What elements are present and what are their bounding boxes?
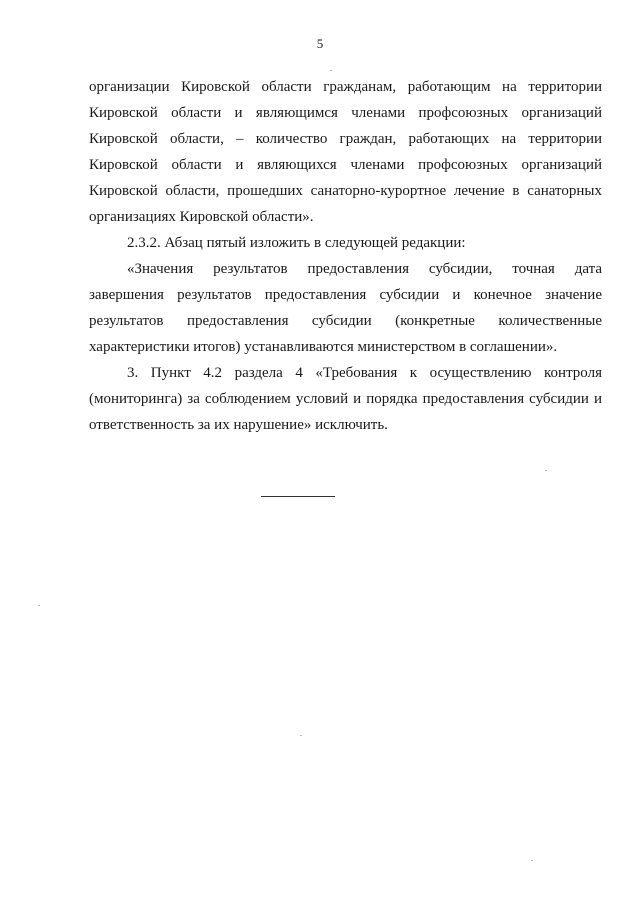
body-line: «Значения результатов предоставления субсидии, точная дата <box>127 261 602 277</box>
section-3-line: 3. Пункт 4.2 раздела 4 «Требования к осуществлению контроля <box>127 365 602 381</box>
document-body <box>89 74 602 438</box>
end-rule <box>261 496 335 497</box>
scan-speck <box>531 860 533 861</box>
body-line: результатов предоставления субсидии (конкретные количественные <box>89 313 602 329</box>
body-line: Кировской области, – количество граждан, работающих на территории <box>89 131 602 147</box>
body-line: характеристики итогов) устанавливаются министерством в соглашении». <box>89 339 558 355</box>
scan-speck <box>545 470 547 471</box>
body-line: Кировской области и являющихся членами профсоюзных организаций <box>89 157 602 173</box>
body-line: Кировской области, прошедших санаторно-курортное лечение в санаторных <box>89 183 602 199</box>
body-line: завершения результатов предоставления субсидии и конечное значение <box>89 287 602 303</box>
body-line: организациях Кировской области». <box>89 209 314 225</box>
scan-speck <box>38 605 40 606</box>
body-line: организации Кировской области гражданам, работающим на территории <box>89 79 602 95</box>
section-2-3-2-heading: 2.3.2. Абзац пятый изложить в следующей редакции: <box>127 235 466 251</box>
scan-speck <box>330 70 332 71</box>
scan-speck <box>300 735 302 736</box>
page-number: 5 <box>316 36 324 51</box>
body-line: Кировской области и являющимся членами профсоюзных организаций <box>89 105 602 121</box>
body-line: ответственность за их нарушение» исключить. <box>89 417 388 433</box>
body-line: (мониторинга) за соблюдением условий и порядка предоставления субсидии и <box>89 391 602 407</box>
